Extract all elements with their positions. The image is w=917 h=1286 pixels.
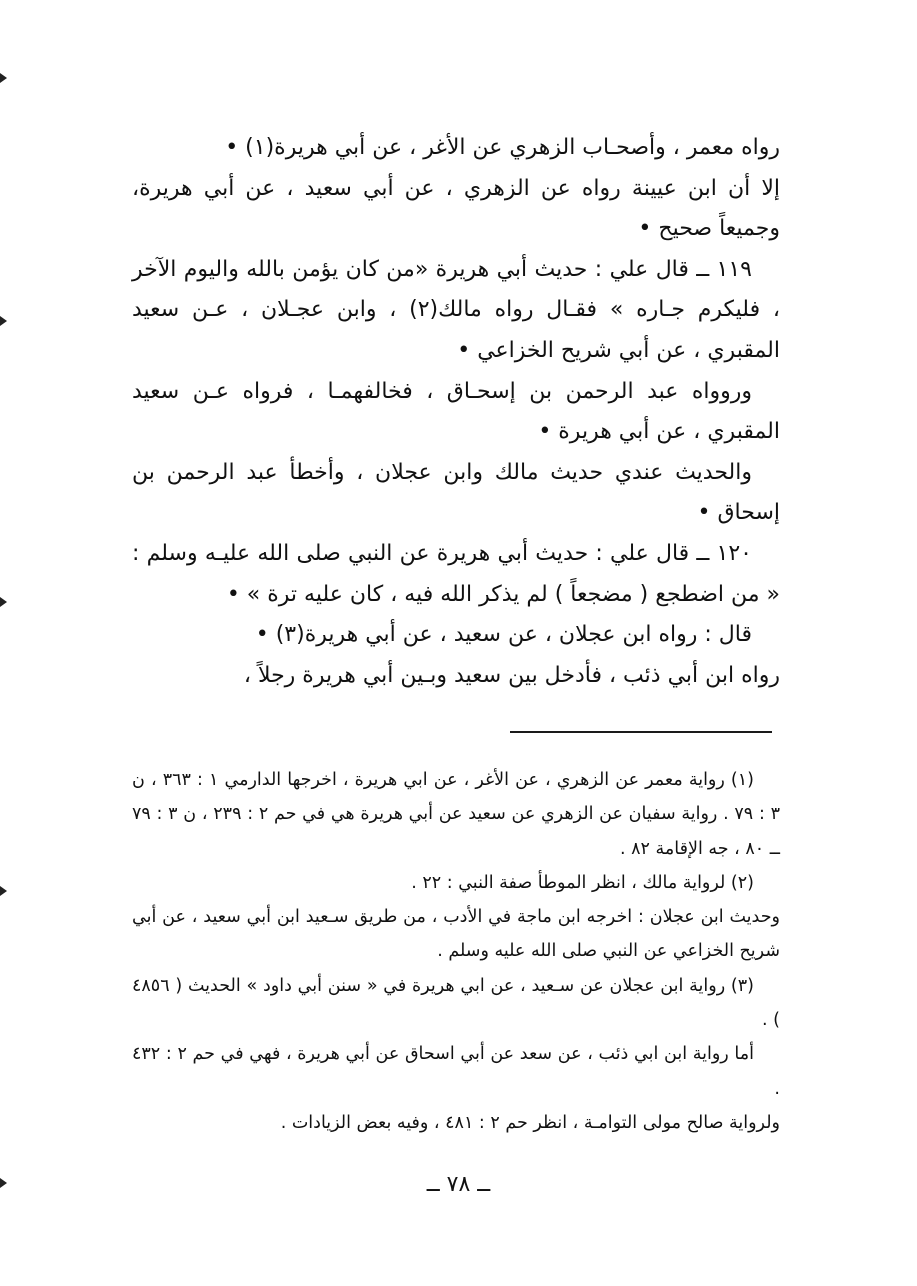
footnote: وحديث ابن عجلان : اخرجه ابن ماجة في الأدب ، من طريق سـعيد ابن أبي سعيد ، عن أبي شريح الخزاعي عن النبي صلى الله عليه وسلم . bbox=[132, 907, 780, 962]
page-number: ــ ٧٨ ــ bbox=[426, 1172, 491, 1197]
hadith-120: ١٢٠ ــ قال علي : حديث أبي هريرة عن النبي صلى الله عليـه وسلم : « من اضطجع ( مضجعاً ) لم يذكر الله فيه ، كان عليه ترة » • bbox=[132, 540, 780, 607]
footnote: (٣) رواية ابن عجلان عن سـعيد ، عن ابي هريرة في « سنن أبي داود » الحديث ( ٤٨٥٦ ) . bbox=[132, 975, 780, 1031]
margin-mark bbox=[0, 886, 7, 896]
paragraph: رواه معمر ، وأصحـاب الزهري عن الأغر ، عن أبي هريرة(١) • bbox=[225, 135, 780, 160]
footnote: (١) رواية معمر عن الزهري ، عن الأغر ، عن ابي هريرة ، اخرجها الدارمي ١ : ٣٦٣ ، ن ٣ : ٧٩ . رواية سفيان عن الزهري عن سعيد عن أبي هريرة هي في حم ٢ : ٢٣٩ ، ن ٣ : ٧٩ ــ ٨٠ ، جه الإقامة ٨٢ . bbox=[132, 770, 780, 859]
margin-mark bbox=[0, 73, 7, 83]
paragraph: رواه ابن أبي ذئب ، فأدخل بين سعيد وبـين أبي هريرة رجلاً ، bbox=[243, 662, 780, 688]
paragraph: إلا أن ابن عيينة رواه عن الزهري ، عن أبي سعيد ، عن أبي هريرة، وجميعاً صحيح • bbox=[132, 175, 780, 242]
paragraph: والحديث عندي حديث مالك وابن عجلان ، وأخطأ عبد الرحمن بن إسحاق • bbox=[132, 459, 780, 526]
paragraph: قال : رواه ابن عجلان ، عن سعيد ، عن أبي هريرة(٣) • bbox=[255, 622, 752, 648]
margin-mark bbox=[0, 316, 7, 326]
margin-mark bbox=[0, 597, 7, 607]
footnote: ولرواية صالح مولى التوامـة ، انظر حم ٢ : ٤٨١ ، وفيه بعض الزيادات . bbox=[280, 1112, 780, 1133]
footnote-divider bbox=[510, 731, 772, 733]
hadith-119: ١١٩ ــ قال علي : حديث أبي هريرة «من كان يؤمن بالله واليوم الآخر ، فليكرم جـاره » فقـال رواه مالك(٢) ، وابن عجـلان ، عـن سعيد المقبري ، عن أبي شريح الخزاعي • bbox=[132, 256, 780, 363]
footnote: (٢) لرواية مالك ، انظر الموطأ صفة النبي : ٢٢ . bbox=[411, 872, 754, 893]
main-text bbox=[132, 128, 780, 696]
footnotes bbox=[132, 763, 780, 1140]
footnote: أما رواية ابن ابي ذئب ، عن سعد عن أبي اسحاق عن أبي هريرة ، فهي في حم ٢ : ٤٣٢ . bbox=[132, 1044, 780, 1099]
paragraph: وروواه عبد الرحمن بن إسحـاق ، فخالفهمـا ، فرواه عـن سعيد المقبري ، عن أبي هريرة • bbox=[132, 378, 780, 445]
